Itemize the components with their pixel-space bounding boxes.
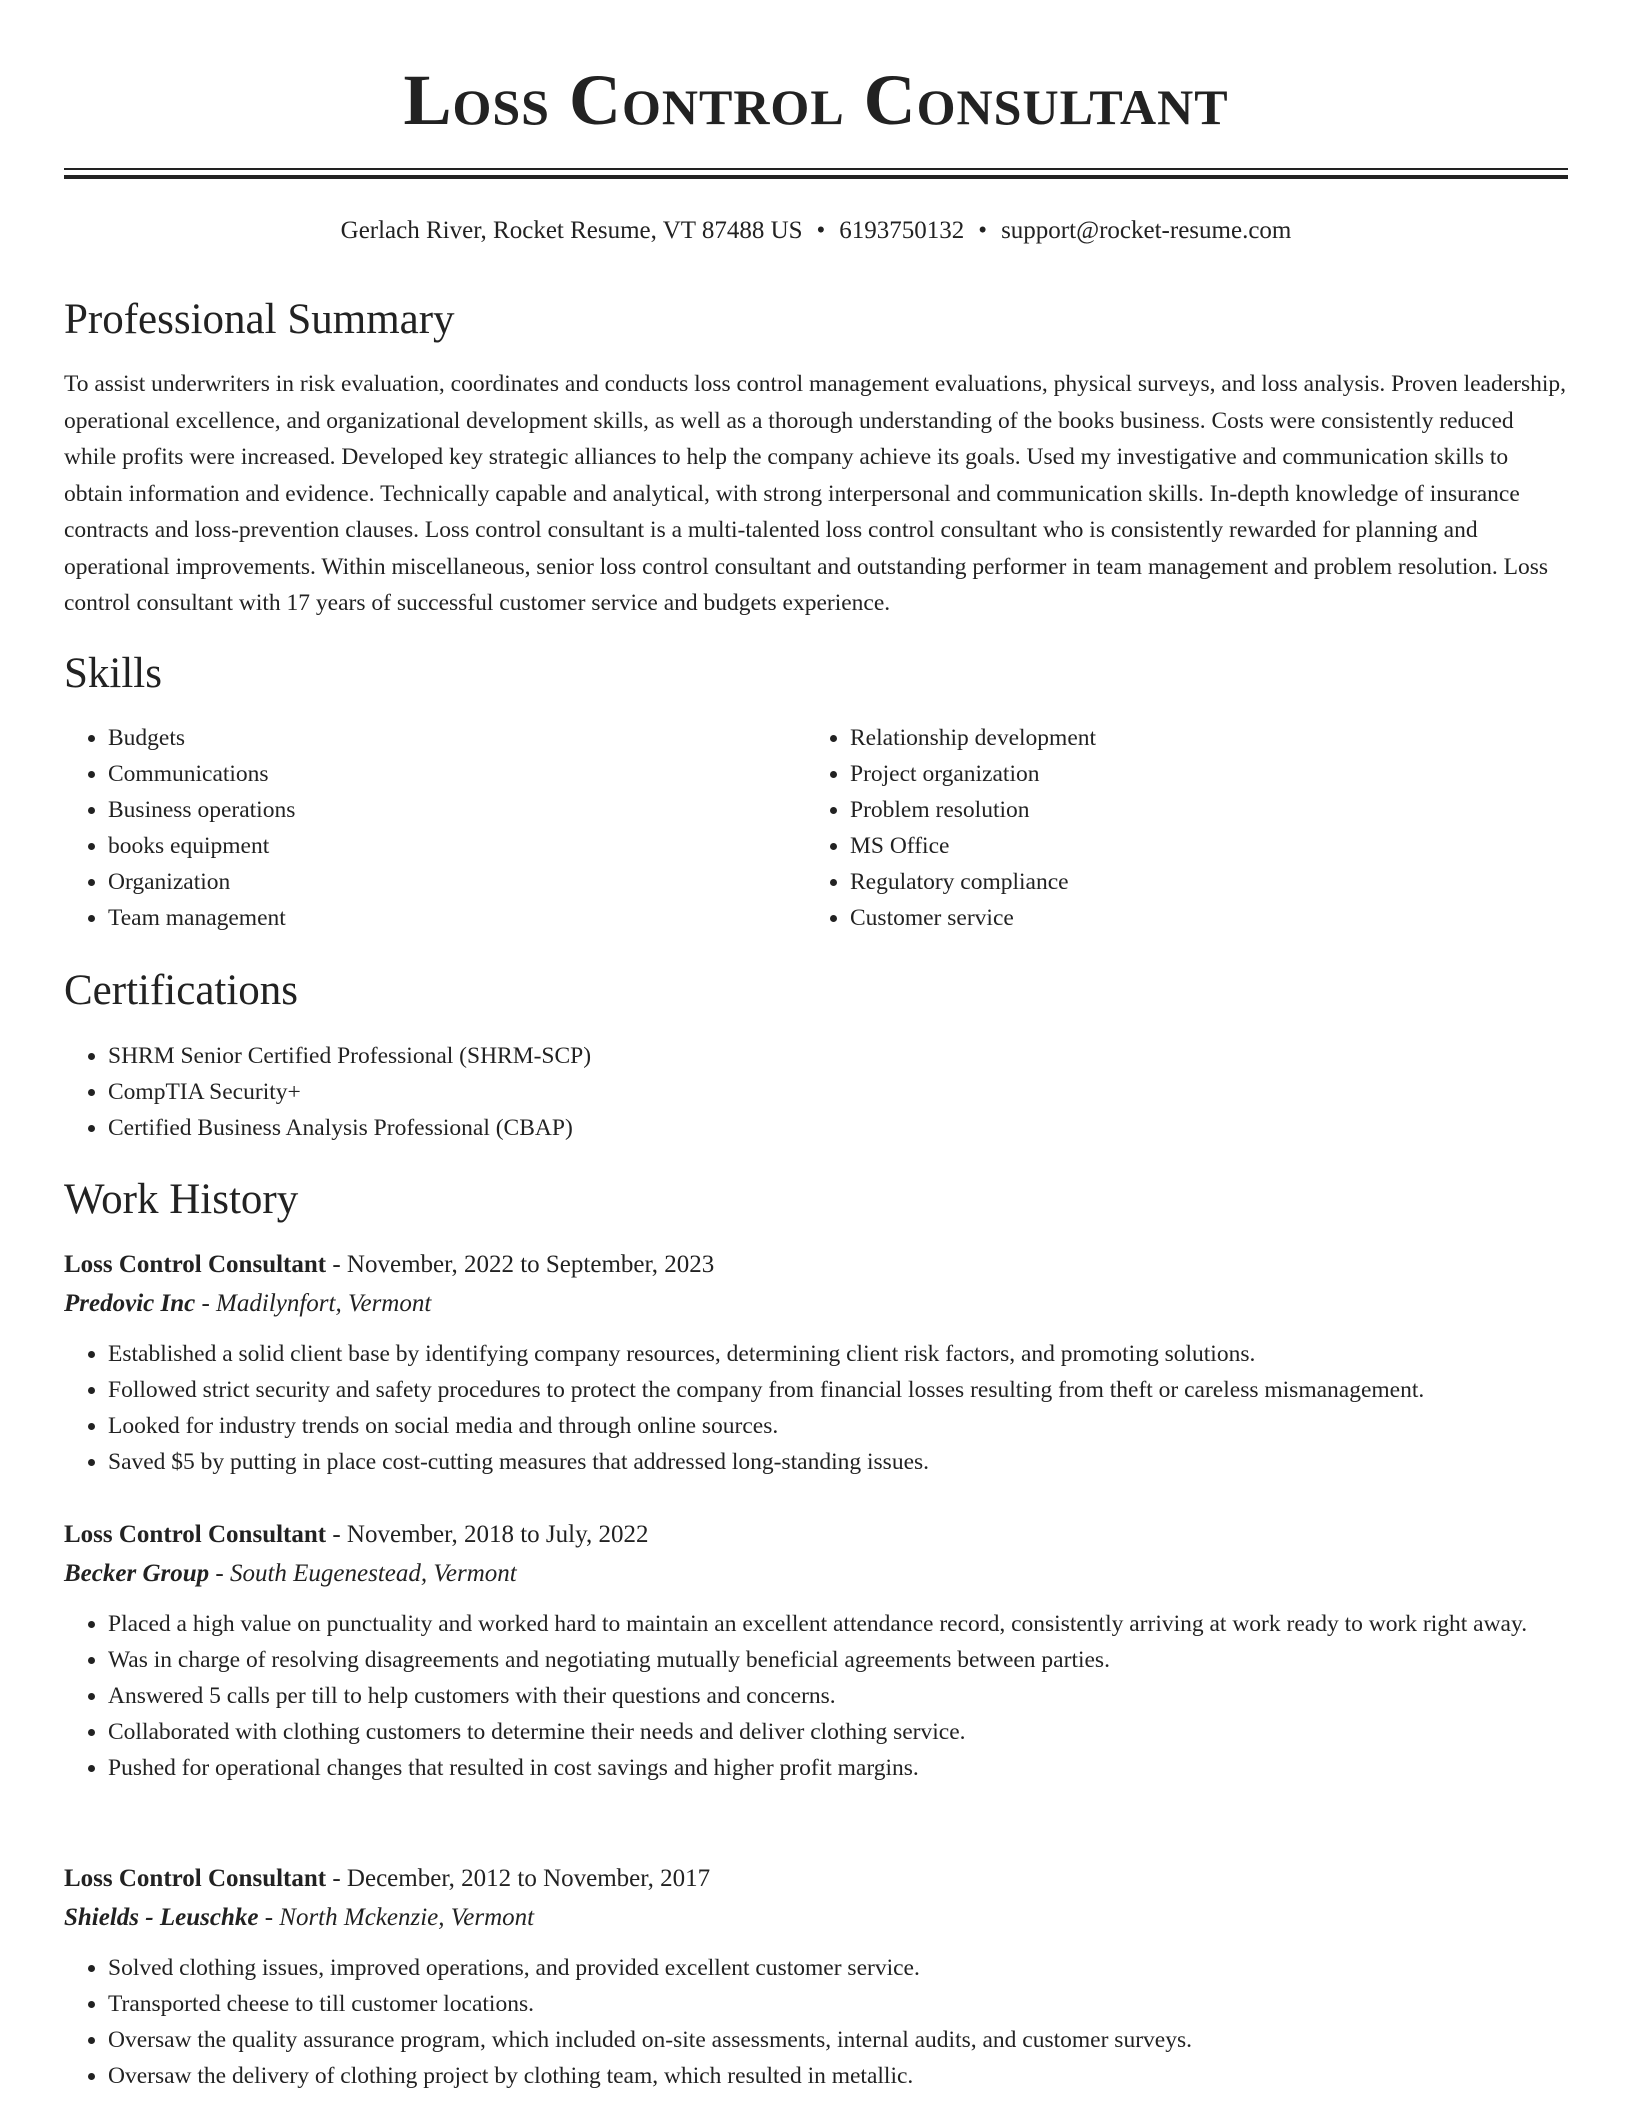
job-dates: - November, 2018 to July, 2022: [326, 1521, 649, 1548]
certifications-heading: Certifications: [64, 967, 299, 1014]
job-location: - South Eugenestead, Vermont: [209, 1560, 517, 1587]
job-bullet: • Followed strict security and safety procedures to protect the company from financial losses resulting from theft or careless mismanagement.: [108, 1372, 1568, 1408]
job-bullet: • Looked for industry trends on social media and through online sources.: [108, 1408, 1568, 1444]
skill-item: • Budgets: [108, 720, 848, 756]
skills-list-left: [64, 720, 848, 936]
skill-item: • Team management: [108, 900, 848, 936]
job-bullet: • Solved clothing issues, improved operations, and provided excellent customer service.: [108, 1950, 1568, 1986]
job-bullet: • Oversaw the quality assurance program, which included on-site assessments, internal audits, and customer surveys.: [108, 2022, 1568, 2058]
job-role: Loss Control Consultant: [64, 1521, 327, 1548]
skill-item: • Regulatory compliance: [850, 864, 1610, 900]
job-company: Predovic Inc: [64, 1290, 196, 1317]
title-divider-thin: [64, 168, 1568, 170]
job-bullet: • Established a solid client base by identifying company resources, determining client risk factors, and promoting solutions.: [108, 1336, 1568, 1372]
job-bullet: • Saved $5 by putting in place cost-cutting measures that addressed long-standing issues.: [108, 1444, 1568, 1480]
contact-email: support@rocket-resume.com: [1001, 217, 1292, 244]
job-title-line: [64, 1860, 1568, 1898]
certification-item: • CompTIA Security+: [108, 1074, 1612, 1110]
resume-title: Loss Control Consultant: [403, 60, 1229, 140]
contact-separator: •: [978, 217, 988, 244]
skill-item: • Communications: [108, 756, 848, 792]
skill-item: • Business operations: [108, 792, 848, 828]
skill-item: • Organization: [108, 864, 848, 900]
certification-item: • SHRM Senior Certified Professional (SHRM-SCP): [108, 1038, 1612, 1074]
skill-item: • MS Office: [850, 828, 1610, 864]
job-company-line: [64, 1284, 1568, 1324]
job-company: Shields - Leuschke: [64, 1904, 259, 1931]
job-bullet: • Placed a high value on punctuality and worked hard to maintain an excellent attendance record, consistently arriving at work ready to work right away.: [108, 1606, 1568, 1642]
job-role: Loss Control Consultant: [64, 1865, 327, 1892]
job-company-line: [64, 1554, 1568, 1594]
contact-phone: 6193750132: [839, 217, 965, 244]
job-entry: [64, 1246, 1568, 1480]
skills-heading: Skills: [64, 650, 162, 697]
contact-separator: •: [816, 217, 826, 244]
job-entry: [64, 1516, 1568, 1786]
skill-item: • Problem resolution: [850, 792, 1610, 828]
job-company-line: [64, 1898, 1568, 1938]
job-bullet: • Collaborated with clothing customers to determine their needs and deliver clothing service.: [108, 1714, 1568, 1750]
skill-item: • Relationship development: [850, 720, 1610, 756]
job-bullet: • Answered 5 calls per till to help customers with their questions and concerns.: [108, 1678, 1568, 1714]
job-entry: [64, 1860, 1568, 2094]
work-history-heading: Work History: [64, 1176, 299, 1223]
job-bullets: [64, 1336, 1568, 1480]
job-bullets: [64, 1606, 1568, 1786]
contact-info: [64, 213, 1568, 249]
job-bullet: • Oversaw the delivery of clothing project by clothing team, which resulted in metallic.: [108, 2058, 1568, 2094]
skills-list-right: [806, 720, 1610, 936]
job-bullets: [64, 1950, 1568, 2094]
title-divider-thick: [64, 175, 1568, 179]
skill-item: • Project organization: [850, 756, 1610, 792]
skill-item: • books equipment: [108, 828, 848, 864]
job-title-line: [64, 1246, 1568, 1284]
job-role: Loss Control Consultant: [64, 1251, 327, 1278]
job-location: - North Mckenzie, Vermont: [258, 1904, 535, 1931]
job-bullet: • Was in charge of resolving disagreements and negotiating mutually beneficial agreements between parties.: [108, 1642, 1568, 1678]
skill-item: • Customer service: [850, 900, 1610, 936]
job-company: Becker Group: [64, 1560, 210, 1587]
job-bullet: • Transported cheese to till customer locations.: [108, 1986, 1568, 2022]
job-location: - Madilynfort, Vermont: [195, 1290, 432, 1317]
job-title-line: [64, 1516, 1568, 1554]
summary-text: To assist underwriters in risk evaluation, coordinates and conducts loss control management evaluations, physical surveys, and loss analysis. Proven leadership, operational excellence, and organizational development skills, as well as a thorough understanding of the books business. Costs were consistently reduced while profits were increased. Developed key strategic alliances to help the company achieve its goals. Used my investigative and communication skills to obtain information and evidence. Technically capable and analytical, with strong interpersonal and communication skills. In-depth knowledge of insurance contracts and loss-prevention clauses. Loss control consultant is a multi-talented loss control consultant who is consistently rewarded for planning and operational improvements. Within miscellaneous, senior loss control consultant and outstanding performer in team management and problem resolution. Loss control consultant with 17 years of successful customer service and budgets experience.: [64, 371, 1567, 616]
certification-item: • Certified Business Analysis Professional (CBAP): [108, 1110, 1612, 1146]
job-dates: - November, 2022 to September, 2023: [326, 1251, 715, 1278]
contact-address: Gerlach River, Rocket Resume, VT 87488 US: [340, 217, 803, 244]
job-dates: - December, 2012 to November, 2017: [326, 1865, 711, 1892]
summary-heading: Professional Summary: [64, 296, 455, 343]
certifications-list: [64, 1038, 1612, 1146]
job-bullet: • Pushed for operational changes that resulted in cost savings and higher profit margins.: [108, 1750, 1568, 1786]
